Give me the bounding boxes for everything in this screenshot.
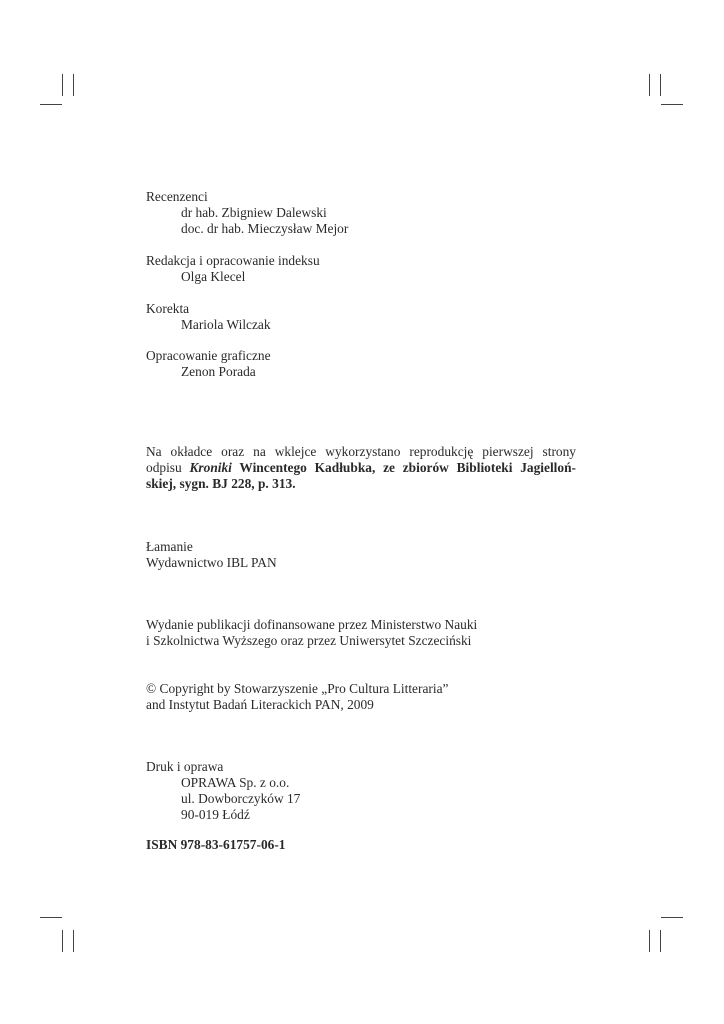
crop-mark <box>661 104 683 105</box>
printing-heading: Druk i oprawa <box>146 759 224 774</box>
crop-mark <box>40 917 62 918</box>
typesetting-section <box>146 539 277 571</box>
printer-city: 90-019 Łódź <box>181 807 250 822</box>
funding-line: Wydanie publikacji dofinansowane przez Ministerstwo Nauki <box>146 617 478 632</box>
reviewer-name: dr hab. Zbigniew Dalewski <box>181 205 327 220</box>
copyright-note <box>146 681 448 713</box>
graphics-section <box>146 348 271 380</box>
cover-note-source: Wincentego Kadłubka, ze zbiorów Biblioteki Jagielloń- <box>231 460 576 475</box>
crop-mark <box>660 74 661 96</box>
proofreading-section <box>146 301 271 333</box>
editing-section <box>146 253 320 285</box>
crop-mark <box>40 104 62 105</box>
printing-section <box>146 759 300 823</box>
crop-mark <box>62 930 63 952</box>
crop-mark <box>73 930 74 952</box>
isbn: ISBN 978-83-61757-06-1 <box>146 837 286 852</box>
crop-mark <box>649 74 650 96</box>
cover-note-line: skiej, sygn. BJ 228, p. 313. <box>146 476 296 491</box>
printer-name: OPRAWA Sp. z o.o. <box>181 775 290 790</box>
printer-street: ul. Dowborczyków 17 <box>181 791 301 806</box>
crop-mark <box>660 930 661 952</box>
funding-note <box>146 617 477 649</box>
reviewers-section <box>146 189 348 237</box>
cover-note <box>146 444 576 492</box>
crop-mark <box>73 74 74 96</box>
cover-note-line <box>146 460 576 476</box>
crop-mark <box>649 930 650 952</box>
crop-mark <box>62 74 63 96</box>
editor-name: Olga Klecel <box>181 269 246 284</box>
graphics-heading: Opracowanie graficzne <box>146 348 271 363</box>
editing-heading: Redakcja i opracowanie indeksu <box>146 253 320 268</box>
cover-note-line: Na okładce oraz na wklejce wykorzystano reprodukcję pierwszej strony <box>146 444 576 459</box>
funding-line: i Szkolnictwa Wyższego oraz przez Uniwersytet Szczeciński <box>146 633 472 648</box>
graphic-designer-name: Zenon Porada <box>181 364 256 379</box>
cover-note-prefix: odpisu <box>146 460 190 475</box>
reviewers-heading: Recenzenci <box>146 189 208 204</box>
proofreading-heading: Korekta <box>146 301 190 316</box>
proofreader-name: Mariola Wilczak <box>181 317 271 332</box>
copyright-line: © Copyright by Stowarzyszenie „Pro Cultura Litteraria” <box>146 681 449 696</box>
reviewer-name: doc. dr hab. Mieczysław Mejor <box>181 221 349 236</box>
chronicle-title: Kroniki <box>189 460 232 475</box>
crop-mark <box>661 917 683 918</box>
copyright-line: and Instytut Badań Literackich PAN, 2009 <box>146 697 374 712</box>
typesetting-heading: Łamanie <box>146 539 193 554</box>
typesetting-value: Wydawnictwo IBL PAN <box>146 555 277 570</box>
